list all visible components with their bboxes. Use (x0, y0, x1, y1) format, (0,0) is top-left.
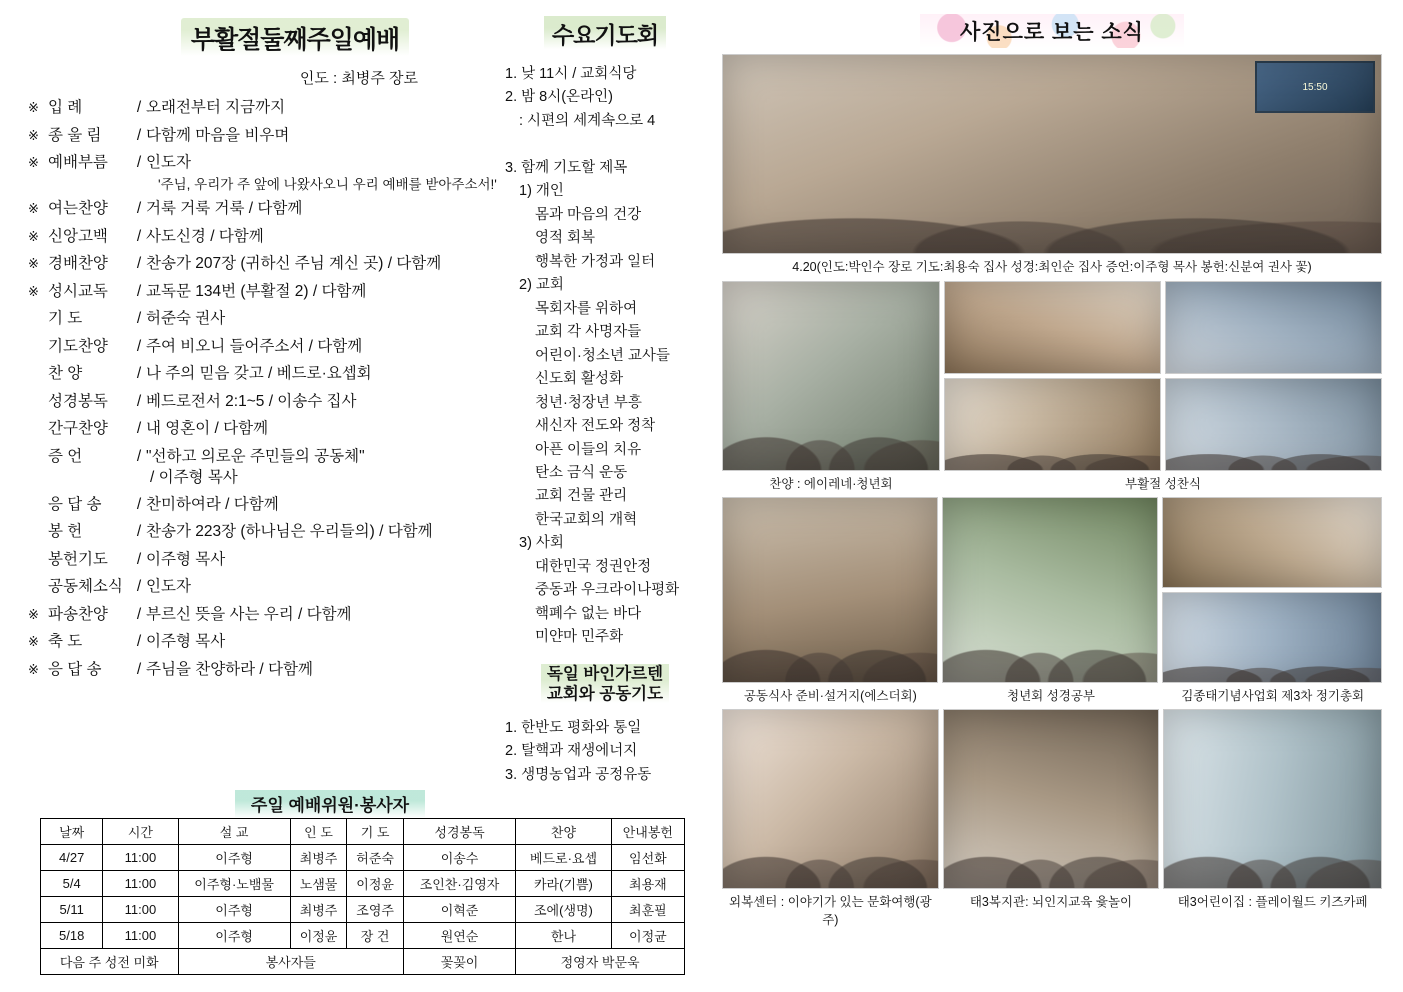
prayer-item: 대한민국 정권안정 (535, 558, 652, 575)
order-item-separator: / (136, 523, 142, 540)
order-item-value: 베드로전서 2:1~5 / 이송수 집사 (146, 392, 357, 410)
table-cell: 원연순 (403, 923, 515, 949)
order-item-separator: / (136, 447, 142, 465)
order-item-label: 공동체소식 (48, 578, 123, 595)
table-cell: 허준숙 (347, 845, 404, 871)
order-item-value: 찬미하여라 / 다함께 (146, 495, 279, 513)
photo-vignette (1164, 710, 1381, 888)
table-header-cell: 인 도 (290, 819, 347, 845)
photo-banner-wrap (722, 14, 1382, 48)
order-item (28, 497, 498, 513)
order-item (28, 662, 498, 678)
order-item-separator: / (136, 495, 142, 513)
table-cell: 이주형 (178, 845, 290, 871)
photo-general-meeting-2 (1162, 592, 1382, 683)
order-item-separator: / (136, 255, 142, 272)
table-cell: 임선화 (611, 845, 684, 871)
order-item-value: "선하고 의로운 주민들의 공동체" (146, 447, 365, 465)
table-header-cell: 날짜 (41, 819, 103, 845)
order-item-mark: ※ (28, 256, 39, 271)
order-item-value: 다함께 마음을 비우며 (146, 126, 290, 144)
page-title: 부활절둘째주일예배 (181, 18, 409, 58)
order-item (28, 311, 498, 327)
order-item-value: 사도신경 / 다함께 (146, 227, 264, 245)
photo-row-4 (722, 709, 1382, 889)
photo-vignette (1166, 282, 1381, 373)
order-item-label: 신앙고백 (48, 227, 108, 245)
order-item-value: 찬송가 223장 (하나님은 우리들의) / 다함께 (146, 523, 433, 540)
order-item-label: 응 답 송 (48, 495, 102, 513)
weingarten-prayer-list (505, 717, 705, 786)
caption-kids-cafe: 태3어린이집 : 플레이월드 키즈카페 (1177, 895, 1368, 909)
order-item (28, 366, 498, 382)
order-item (28, 524, 498, 540)
wednesday-prayer-list (505, 63, 705, 649)
prayer-item: 중동과 우크라이나평화 (535, 582, 680, 599)
table-cell: 최병주 (290, 897, 347, 923)
order-item (28, 421, 498, 437)
prayer-item: 한국교회의 개혁 (535, 511, 638, 528)
photo-vignette (1163, 498, 1381, 587)
order-item-label: 기도찬양 (48, 337, 108, 355)
order-item-mark: ※ (28, 228, 39, 244)
photo-grid (722, 54, 1382, 928)
prayer-item: 어린이·청소년 교사들 (535, 347, 670, 364)
table-cell: 조에(생명) (516, 897, 612, 923)
order-item-separator: / (136, 154, 142, 171)
caption-bible-study: 청년회 성경공부 (1007, 689, 1095, 703)
order-item (28, 155, 498, 171)
order-item-separator: / (136, 660, 142, 678)
order-item-mark: ※ (28, 606, 39, 622)
photo-vignette (723, 498, 937, 682)
prayer-item: 2) 교회 (519, 277, 564, 294)
order-item (28, 607, 498, 623)
table-cell: 최병주 (290, 845, 347, 871)
order-item-separator: / (136, 365, 142, 382)
table-cell: 이정균 (611, 923, 684, 949)
table-header-cell: 설 교 (178, 819, 290, 845)
table-cell: 5/18 (41, 923, 103, 949)
prayer-item: 목회자를 위하여 (535, 300, 638, 317)
prayer-item (505, 133, 705, 155)
order-item (28, 229, 498, 245)
spacer (505, 650, 705, 664)
order-item (28, 201, 498, 217)
photo-communion-2 (1165, 281, 1382, 374)
order-list (28, 100, 498, 677)
order-item-value: 내 영혼이 / 다함께 (146, 420, 269, 437)
photo-row-2b (944, 378, 1382, 471)
order-item (28, 284, 498, 300)
photo-vignette (723, 282, 939, 470)
order-item-mark: ※ (28, 661, 39, 677)
photo-row-1 (722, 54, 1382, 254)
table-row (41, 923, 685, 949)
order-item-separator: / (136, 282, 142, 300)
prayer-item: 교회 건물 관리 (535, 488, 628, 505)
order-item-label: 종 울 림 (48, 126, 102, 144)
photo-communion-3 (944, 378, 1161, 471)
order-item-label: 간구찬양 (48, 420, 108, 437)
order-item-value: 부르신 뜻을 사는 우리 / 다함께 (146, 605, 352, 623)
table-cell: 최훈필 (611, 897, 684, 923)
order-item (28, 339, 498, 355)
table-cell: 이주형 (178, 897, 290, 923)
photo-news-column (722, 14, 1382, 933)
table-footer-cell: 다음 주 성전 미화 (41, 949, 179, 975)
order-item (28, 100, 498, 116)
photo-row-3-right-stack (1162, 497, 1382, 683)
prayer-item: : 시편의 세계속으로 4 (519, 112, 656, 129)
order-item-separator: / (136, 578, 142, 595)
order-item-label: 응 답 송 (48, 660, 102, 678)
table-cell: 4/27 (41, 845, 103, 871)
table-footer-row (41, 949, 685, 975)
prayer-item: 핵폐수 없는 바다 (535, 605, 642, 622)
table-cell: 11:00 (103, 897, 178, 923)
photo-vignette (723, 55, 1381, 253)
prayer-item: 행복한 가정과 일터 (535, 253, 656, 270)
photo-caption-row-4 (722, 892, 1382, 928)
order-item-value: 이주형 목사 (146, 633, 226, 650)
order-item-label: 찬 양 (48, 365, 83, 382)
caption-choir: 찬양 : 에이레네·청년회 (769, 477, 893, 491)
prayer-item: 미얀마 민주화 (535, 629, 624, 646)
prayer-item: 2. 밤 8시(온라인) (505, 89, 613, 106)
order-item-separator: / (136, 633, 142, 650)
table-cell: 11:00 (103, 871, 178, 897)
order-item-separator: / (136, 126, 142, 144)
prayer-item: 교회 각 사명자들 (535, 324, 642, 341)
photo-communion-4 (1165, 378, 1382, 471)
table-cell: 이주형·노뱀물 (178, 871, 290, 897)
table-header-cell: 찬양 (516, 819, 612, 845)
order-item-label: 성경봉독 (48, 392, 108, 410)
order-item-separator: / (136, 605, 142, 623)
duty-table-title: 주일 예배위원·봉사자 (235, 790, 425, 817)
prayer-item: 신도회 활성화 (535, 371, 624, 388)
photo-kitchen-service (722, 497, 938, 683)
table-cell: 이정윤 (290, 923, 347, 949)
photo-row-2a (944, 281, 1382, 374)
order-item (28, 579, 498, 595)
order-item-label: 입 례 (48, 99, 83, 116)
photo-caption-row-3 (722, 686, 1382, 704)
order-item (28, 256, 498, 272)
order-item (28, 552, 498, 568)
order-item-mark: ※ (28, 100, 39, 115)
order-item (28, 128, 498, 144)
page-title-wrap (110, 18, 480, 58)
table-cell: 한나 (516, 923, 612, 949)
prayer-item: 1) 개인 (519, 183, 564, 200)
prayer-item: 1. 낮 11시 / 교회식당 (505, 66, 637, 82)
order-item-value: 주님을 찬양하라 / 다함께 (146, 660, 313, 678)
order-item-separator: / (136, 227, 142, 245)
table-header-cell: 안내봉헌 (611, 819, 684, 845)
prayer-item: 3. 함께 기도할 제목 (505, 159, 628, 176)
order-item-label: 기 도 (48, 310, 83, 327)
photo-vignette (944, 710, 1159, 888)
order-item-mark: ※ (28, 155, 39, 170)
table-footer-cell: 정영자 박문욱 (516, 949, 685, 975)
order-item-value: 거룩 거룩 거룩 / 다함께 (146, 200, 303, 217)
photo-row-2-right-stack (944, 281, 1382, 471)
table-footer-cell: 꽃꽂이 (403, 949, 515, 975)
order-item-value: 이주형 목사 (146, 550, 226, 568)
order-item-value: 주여 비오니 들어주소서 / 다함께 (146, 337, 363, 355)
table-cell: 5/11 (41, 897, 103, 923)
order-item-mark: ※ (28, 283, 39, 299)
photo-screen-caption: 15:50 (1255, 61, 1375, 113)
order-item-label: 경배찬양 (48, 255, 108, 272)
weingarten-title (541, 664, 669, 705)
worship-leader: 인도 : 최병주 장로 (299, 70, 418, 87)
table-header-cell: 기 도 (347, 819, 404, 845)
table-header-cell: 성경봉독 (403, 819, 515, 845)
duty-title-wrap (160, 790, 500, 817)
photo-vignette (943, 498, 1157, 682)
order-item-value: 오래전부터 지금까지 (146, 99, 286, 116)
order-item-label: 파송찬양 (48, 605, 108, 623)
table-cell: 장 건 (347, 923, 404, 949)
joint-prayer-item: 1. 한반도 평화와 통일 (505, 719, 642, 736)
weingarten-title-line1: 독일 바인가르텐 (546, 664, 664, 683)
caption-senior-program: 태3복지관: 뇌인지교육 윷놀이 (969, 895, 1133, 909)
photo-caption-row-1: 4.20(인도:박인수 장로 기도:최용숙 집사 성경:최인순 집사 증언:이주형 목사 봉헌:신분여 권사 꽃) (792, 260, 1312, 274)
table-footer-cell: 봉사자들 (178, 949, 403, 975)
table-header-cell: 시간 (103, 819, 178, 845)
photo-caption-row-2 (722, 474, 1382, 492)
wednesday-prayer-title: 수요기도회 (544, 16, 666, 51)
photo-vignette (1163, 593, 1381, 682)
table-cell: 최용재 (611, 871, 684, 897)
table-header-row (41, 819, 685, 845)
order-item-separator: / (136, 310, 142, 327)
order-item-label: 예배부름 (48, 154, 108, 171)
order-item-value: 허준숙 권사 (146, 310, 226, 327)
photo-general-meeting-1 (1162, 497, 1382, 588)
table-cell: 조인찬·김영자 (403, 871, 515, 897)
prayer-item: 아픈 이들의 치유 (535, 441, 642, 458)
order-item-label: 성시교독 (48, 282, 108, 300)
photo-vignette (945, 282, 1160, 373)
wednesday-title-wrap (505, 16, 705, 51)
order-item-mark: ※ (28, 201, 39, 216)
photo-youth-bible-study (942, 497, 1158, 683)
prayer-item: 몸과 마음의 건강 (535, 206, 642, 223)
order-item-separator: / (136, 420, 142, 437)
order-item-mark: ※ (28, 127, 39, 143)
order-item-value: 교독문 134번 (부활절 2) / 다함께 (146, 282, 367, 300)
order-item-separator: / (136, 200, 142, 217)
order-item (28, 394, 498, 410)
caption-kitchen: 공동식사 준비·설거지(에스더회) (743, 689, 917, 703)
order-item (28, 449, 498, 465)
order-of-worship-column (28, 18, 498, 689)
prayer-item: 청년·청장년 부흥 (535, 394, 642, 411)
order-item-continuation: / 이주형 목사 (150, 469, 238, 486)
order-item (28, 634, 498, 650)
photo-choir (722, 281, 940, 471)
order-item-value: 나 주의 믿음 갖고 / 베드로·요셉회 (146, 365, 372, 382)
wednesday-prayer-column (505, 16, 705, 787)
order-item-value: 인도자 (146, 154, 191, 171)
photo-culture-trip (722, 709, 939, 889)
photo-news-banner: 사진으로 보는 소식 (920, 14, 1184, 48)
table-cell: 5/4 (41, 871, 103, 897)
photo-kids-cafe (1163, 709, 1382, 889)
order-item-value: 찬송가 207장 (귀하신 주님 계신 곳) / 다함께 (146, 255, 442, 272)
photo-row-3 (722, 497, 1382, 683)
germany-title-wrap (505, 664, 705, 705)
order-item-label: 축 도 (48, 633, 83, 650)
order-item-separator: / (136, 392, 142, 410)
photo-worship-service (722, 54, 1382, 254)
table-cell: 이주형 (178, 923, 290, 949)
table-cell: 이혁준 (403, 897, 515, 923)
order-item-separator: / (136, 99, 142, 116)
order-item-mark: ※ (28, 634, 39, 649)
caption-communion: 부활절 성찬식 (1125, 477, 1201, 491)
table-cell: 베드로·요셉 (516, 845, 612, 871)
table-cell: 노샘물 (290, 871, 347, 897)
order-item-separator: / (136, 337, 142, 355)
caption-general-meeting: 김종태기념사업회 제3차 정기총회 (1181, 689, 1365, 703)
prayer-item: 영적 회복 (535, 230, 596, 247)
joint-prayer-item: 2. 탈핵과 재생에너지 (505, 743, 638, 760)
order-quote: '주님, 우리가 주 앞에 나왔사오니 우리 예배를 받아주소서!' (158, 176, 497, 192)
order-item-label: 봉 헌 (48, 523, 83, 540)
duty-table (40, 818, 685, 975)
table-cell: 조영주 (347, 897, 404, 923)
photo-row-2 (722, 281, 1382, 471)
order-item-separator: / (136, 550, 142, 568)
order-item-label: 여는찬양 (48, 200, 108, 217)
table-cell: 이송수 (403, 845, 515, 871)
table-row (41, 897, 685, 923)
table-row (41, 845, 685, 871)
joint-prayer-item: 3. 생명농업과 공정유동 (505, 766, 652, 783)
table-cell: 카라(기쁨) (516, 871, 612, 897)
prayer-item: 새신자 전도와 정착 (535, 418, 656, 435)
photo-vignette (723, 710, 938, 888)
table-row (41, 871, 685, 897)
prayer-item: 3) 사회 (519, 535, 564, 552)
photo-senior-program (943, 709, 1160, 889)
caption-culture-trip: 외복센터 : 이야기가 있는 문화여행(광주) (729, 895, 932, 927)
order-item-value: 인도자 (146, 578, 191, 595)
order-item-label: 봉헌기도 (48, 550, 108, 568)
table-cell: 이정윤 (347, 871, 404, 897)
photo-communion-1 (944, 281, 1161, 374)
table-cell: 11:00 (103, 845, 178, 871)
prayer-item: 탄소 금식 운동 (535, 464, 628, 481)
photo-vignette (1166, 379, 1381, 470)
weingarten-title-line2: 교회와 공동기도 (546, 685, 664, 704)
order-item-label: 증 언 (48, 447, 83, 465)
photo-vignette (945, 379, 1160, 470)
table-cell: 11:00 (103, 923, 178, 949)
